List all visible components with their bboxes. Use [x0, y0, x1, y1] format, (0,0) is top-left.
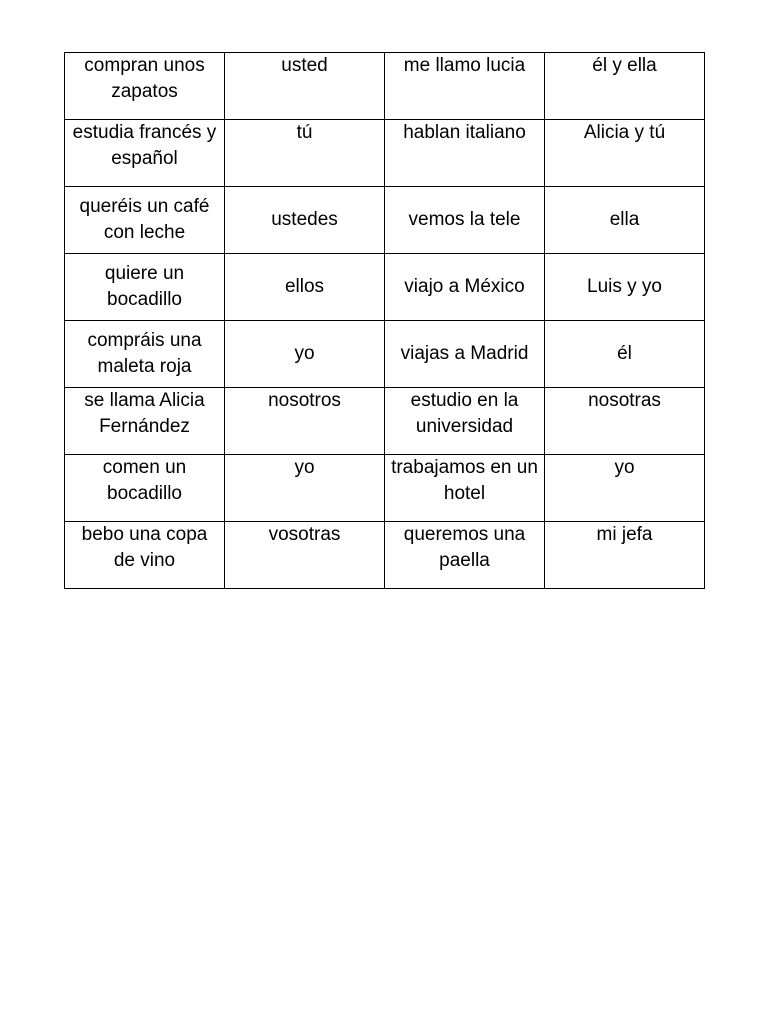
table-cell: nosotros	[225, 388, 385, 455]
table-cell: comen un bocadillo	[65, 455, 225, 522]
table-cell: nosotras	[545, 388, 705, 455]
table-row	[65, 455, 705, 522]
table-cell: ella	[545, 187, 705, 254]
table-cell: mi jefa	[545, 522, 705, 589]
table-cell: se llama Alicia Fernández	[65, 388, 225, 455]
table-cell: Alicia y tú	[545, 120, 705, 187]
table-cell: usted	[225, 53, 385, 120]
table-cell: vosotras	[225, 522, 385, 589]
table-cell: estudio en la universidad	[385, 388, 545, 455]
table-row	[65, 388, 705, 455]
table-cell: tú	[225, 120, 385, 187]
table-cell: él y ella	[545, 53, 705, 120]
table-cell: estudia francés y español	[65, 120, 225, 187]
table-cell: bebo una copa de vino	[65, 522, 225, 589]
table-row	[65, 522, 705, 589]
table-cell: él	[545, 321, 705, 388]
table-cell: viajo a México	[385, 254, 545, 321]
table-row	[65, 120, 705, 187]
table-cell: queremos una paella	[385, 522, 545, 589]
table-cell: Luis y yo	[545, 254, 705, 321]
verb-subject-card-table	[64, 52, 705, 589]
table-cell: vemos la tele	[385, 187, 545, 254]
table-cell: hablan italiano	[385, 120, 545, 187]
table-cell: quiere un bocadillo	[65, 254, 225, 321]
table-cell: compran unos zapatos	[65, 53, 225, 120]
table-cell: trabajamos en un hotel	[385, 455, 545, 522]
table-cell: queréis un café con leche	[65, 187, 225, 254]
table-row	[65, 187, 705, 254]
table-cell: ustedes	[225, 187, 385, 254]
table-cell: yo	[225, 321, 385, 388]
table-row	[65, 321, 705, 388]
table-row	[65, 53, 705, 120]
table-cell: compráis una maleta roja	[65, 321, 225, 388]
table-row	[65, 254, 705, 321]
table-cell: yo	[225, 455, 385, 522]
table-cell: viajas a Madrid	[385, 321, 545, 388]
table-cell: yo	[545, 455, 705, 522]
table-cell: ellos	[225, 254, 385, 321]
table-cell: me llamo lucia	[385, 53, 545, 120]
